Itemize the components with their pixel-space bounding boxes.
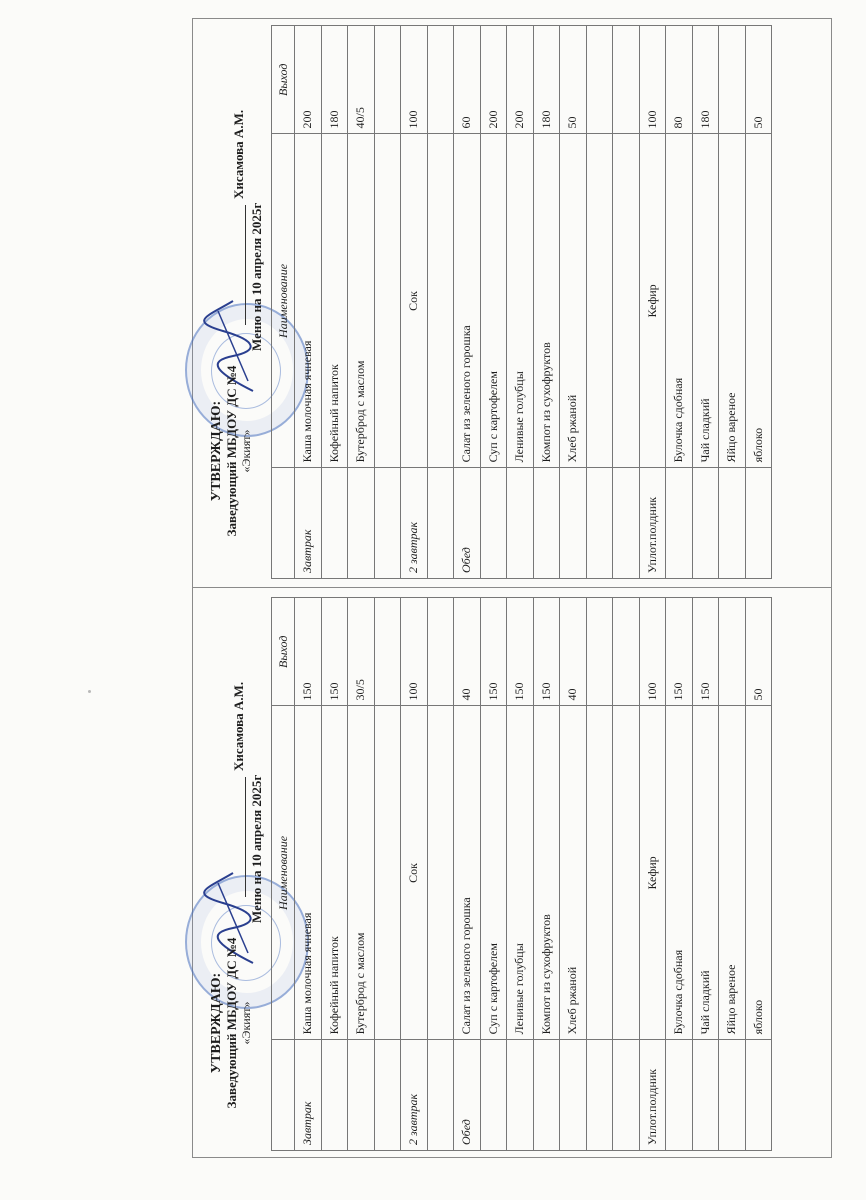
dish-cell: Бутерброд с маслом xyxy=(348,706,375,1040)
meal-cell: 2 завтрак xyxy=(401,1040,428,1151)
dish-cell: яблоко xyxy=(745,706,772,1040)
dish-cell: Чай сладкий xyxy=(692,706,719,1040)
dish-cell: Булочка сдобная xyxy=(666,706,693,1040)
output-cell: 180 xyxy=(533,26,560,134)
output-cell xyxy=(586,598,613,706)
table-row xyxy=(454,598,481,1151)
dish-cell: Салат из зеленого горошка xyxy=(454,706,481,1040)
table-row xyxy=(692,598,719,1151)
table-row xyxy=(427,598,454,1151)
meal-cell xyxy=(348,468,375,579)
table-row xyxy=(401,26,428,579)
table-row xyxy=(348,598,375,1151)
meal-cell xyxy=(719,1040,746,1151)
head-title: Заведующий МБДОУ ДС №4 xyxy=(224,937,239,1109)
dish-cell: Ленивые голубцы xyxy=(507,706,534,1040)
output-cell: 50 xyxy=(745,598,772,706)
table-row xyxy=(666,598,693,1151)
table-row xyxy=(639,26,666,579)
output-cell: 180 xyxy=(321,26,348,134)
org-name: «Экият» xyxy=(239,1001,253,1045)
output-cell: 40 xyxy=(560,598,587,706)
dish-cell xyxy=(613,134,640,468)
header-output: Выход xyxy=(272,598,295,706)
header-meal xyxy=(272,1040,295,1151)
output-cell: 30/5 xyxy=(348,598,375,706)
menu-panel-newer xyxy=(193,589,833,1159)
table-row xyxy=(586,598,613,1151)
meal-cell xyxy=(348,1040,375,1151)
approval-block xyxy=(209,903,254,1143)
dish-cell: Компот из сухофруктов xyxy=(533,134,560,468)
meal-cell xyxy=(560,1040,587,1151)
output-cell: 40 xyxy=(454,598,481,706)
dish-cell xyxy=(613,706,640,1040)
output-cell: 100 xyxy=(639,26,666,134)
dish-cell: Чай сладкий xyxy=(692,134,719,468)
approve-label: УТВЕРЖДАЮ: xyxy=(209,972,224,1074)
output-cell: 150 xyxy=(480,598,507,706)
table-row xyxy=(745,26,772,579)
table-row xyxy=(401,598,428,1151)
table-row xyxy=(295,26,322,579)
output-cell: 200 xyxy=(295,26,322,134)
dish-cell: Каша молочная ячневая xyxy=(295,706,322,1040)
meal-cell xyxy=(427,468,454,579)
meal-cell xyxy=(719,468,746,579)
meal-cell xyxy=(533,468,560,579)
signature-underline xyxy=(245,205,246,325)
output-cell: 60 xyxy=(454,26,481,134)
output-cell: 100 xyxy=(401,26,428,134)
signature-line xyxy=(229,647,249,897)
table-row xyxy=(719,598,746,1151)
dish-cell: Компот из сухофруктов xyxy=(533,706,560,1040)
meal-cell xyxy=(321,468,348,579)
table-row xyxy=(507,26,534,579)
output-cell xyxy=(613,26,640,134)
signature-line xyxy=(229,75,249,325)
output-cell: 180 xyxy=(692,26,719,134)
menu-table xyxy=(271,597,772,1151)
meal-cell: Завтрак xyxy=(295,468,322,579)
meal-cell xyxy=(480,1040,507,1151)
dish-cell: Сок xyxy=(401,134,428,468)
signer-name: Хисамова А.М. xyxy=(231,681,246,771)
meal-cell xyxy=(745,1040,772,1151)
meal-cell: Уплот.полдник xyxy=(639,1040,666,1151)
output-cell: 50 xyxy=(560,26,587,134)
table-row xyxy=(639,598,666,1151)
table-row xyxy=(719,26,746,579)
meal-cell xyxy=(586,1040,613,1151)
dish-cell: Булочка сдобная xyxy=(666,134,693,468)
meal-cell xyxy=(692,468,719,579)
output-cell: 150 xyxy=(507,598,534,706)
table-row xyxy=(745,598,772,1151)
dish-cell: яблоко xyxy=(745,134,772,468)
output-cell xyxy=(374,26,401,134)
menu-table xyxy=(271,25,772,579)
table-row xyxy=(507,598,534,1151)
output-cell: 200 xyxy=(507,26,534,134)
output-cell: 150 xyxy=(321,598,348,706)
meal-cell xyxy=(480,468,507,579)
meal-cell: Уплот.полдник xyxy=(639,468,666,579)
meal-cell xyxy=(692,1040,719,1151)
dish-cell: Каша молочная ячневая xyxy=(295,134,322,468)
meal-cell xyxy=(533,1040,560,1151)
dish-cell: Яйцо вареное xyxy=(719,706,746,1040)
dish-cell: Суп с картофелем xyxy=(480,706,507,1040)
table-row xyxy=(374,598,401,1151)
meal-cell xyxy=(613,468,640,579)
output-cell xyxy=(427,26,454,134)
table-row xyxy=(613,598,640,1151)
table-row xyxy=(533,598,560,1151)
org-name: «Экият» xyxy=(239,429,253,473)
table-row xyxy=(692,26,719,579)
output-cell: 100 xyxy=(639,598,666,706)
output-cell: 80 xyxy=(666,26,693,134)
dish-cell: Кефир xyxy=(639,134,666,468)
header-dish: Наименование xyxy=(272,706,295,1040)
output-cell xyxy=(586,26,613,134)
table-row xyxy=(427,26,454,579)
table-row xyxy=(321,26,348,579)
meal-cell xyxy=(666,468,693,579)
signer-name: Хисамова А.М. xyxy=(231,109,246,199)
dish-cell: Бутерброд с маслом xyxy=(348,134,375,468)
meal-cell xyxy=(374,1040,401,1151)
table-row xyxy=(295,598,322,1151)
meal-cell: Обед xyxy=(454,1040,481,1151)
header-output: Выход xyxy=(272,26,295,134)
output-cell: 100 xyxy=(401,598,428,706)
dish-cell: Сок xyxy=(401,706,428,1040)
menu-panel-older xyxy=(193,17,833,587)
meal-cell xyxy=(745,468,772,579)
table-row xyxy=(321,598,348,1151)
table-row xyxy=(560,598,587,1151)
scan-speck xyxy=(88,690,91,693)
header-meal xyxy=(272,468,295,579)
meal-cell xyxy=(613,1040,640,1151)
dish-cell xyxy=(427,706,454,1040)
signature-underline xyxy=(245,777,246,897)
table-row xyxy=(586,26,613,579)
output-cell xyxy=(427,598,454,706)
meal-cell xyxy=(321,1040,348,1151)
head-title: Заведующий МБДОУ ДС №4 xyxy=(224,365,239,537)
meal-cell xyxy=(427,1040,454,1151)
table-row xyxy=(533,26,560,579)
table-row xyxy=(480,598,507,1151)
output-cell xyxy=(374,598,401,706)
meal-cell xyxy=(560,468,587,579)
dish-cell: Кофейный напиток xyxy=(321,134,348,468)
output-cell: 40/5 xyxy=(348,26,375,134)
dish-cell: Кофейный напиток xyxy=(321,706,348,1040)
dish-cell: Ленивые голубцы xyxy=(507,134,534,468)
menu-title: Меню на 10 апреля 2025г xyxy=(249,774,264,923)
meal-cell xyxy=(586,468,613,579)
dish-cell: Салат из зеленого горошка xyxy=(454,134,481,468)
output-cell xyxy=(719,26,746,134)
output-cell: 150 xyxy=(295,598,322,706)
approval-block xyxy=(209,331,254,571)
output-cell: 50 xyxy=(745,26,772,134)
dish-cell xyxy=(374,706,401,1040)
meal-cell: 2 завтрак xyxy=(401,468,428,579)
table-header-row xyxy=(272,598,295,1151)
table-row xyxy=(560,26,587,579)
dish-cell: Яйцо вареное xyxy=(719,134,746,468)
table-row xyxy=(374,26,401,579)
table-row xyxy=(666,26,693,579)
dish-cell xyxy=(374,134,401,468)
dish-cell: Хлеб ржаной xyxy=(560,706,587,1040)
output-cell: 150 xyxy=(692,598,719,706)
meal-cell xyxy=(374,468,401,579)
output-cell: 150 xyxy=(533,598,560,706)
document-sheet xyxy=(192,18,832,1158)
table-row xyxy=(348,26,375,579)
meal-cell xyxy=(507,1040,534,1151)
meal-cell: Обед xyxy=(454,468,481,579)
output-cell xyxy=(613,598,640,706)
dish-cell: Хлеб ржаной xyxy=(560,134,587,468)
table-row xyxy=(454,26,481,579)
meal-cell xyxy=(507,468,534,579)
output-cell: 200 xyxy=(480,26,507,134)
meal-cell xyxy=(666,1040,693,1151)
approve-label: УТВЕРЖДАЮ: xyxy=(209,400,224,502)
dish-cell xyxy=(586,134,613,468)
output-cell xyxy=(719,598,746,706)
dish-cell: Суп с картофелем xyxy=(480,134,507,468)
table-row xyxy=(613,26,640,579)
dish-cell xyxy=(427,134,454,468)
dish-cell xyxy=(586,706,613,1040)
menu-title: Меню на 10 апреля 2025г xyxy=(249,202,264,351)
meal-cell: Завтрак xyxy=(295,1040,322,1151)
output-cell: 150 xyxy=(666,598,693,706)
panel-divider xyxy=(193,587,831,588)
dish-cell: Кефир xyxy=(639,706,666,1040)
table-header-row xyxy=(272,26,295,579)
table-row xyxy=(480,26,507,579)
header-dish: Наименование xyxy=(272,134,295,468)
